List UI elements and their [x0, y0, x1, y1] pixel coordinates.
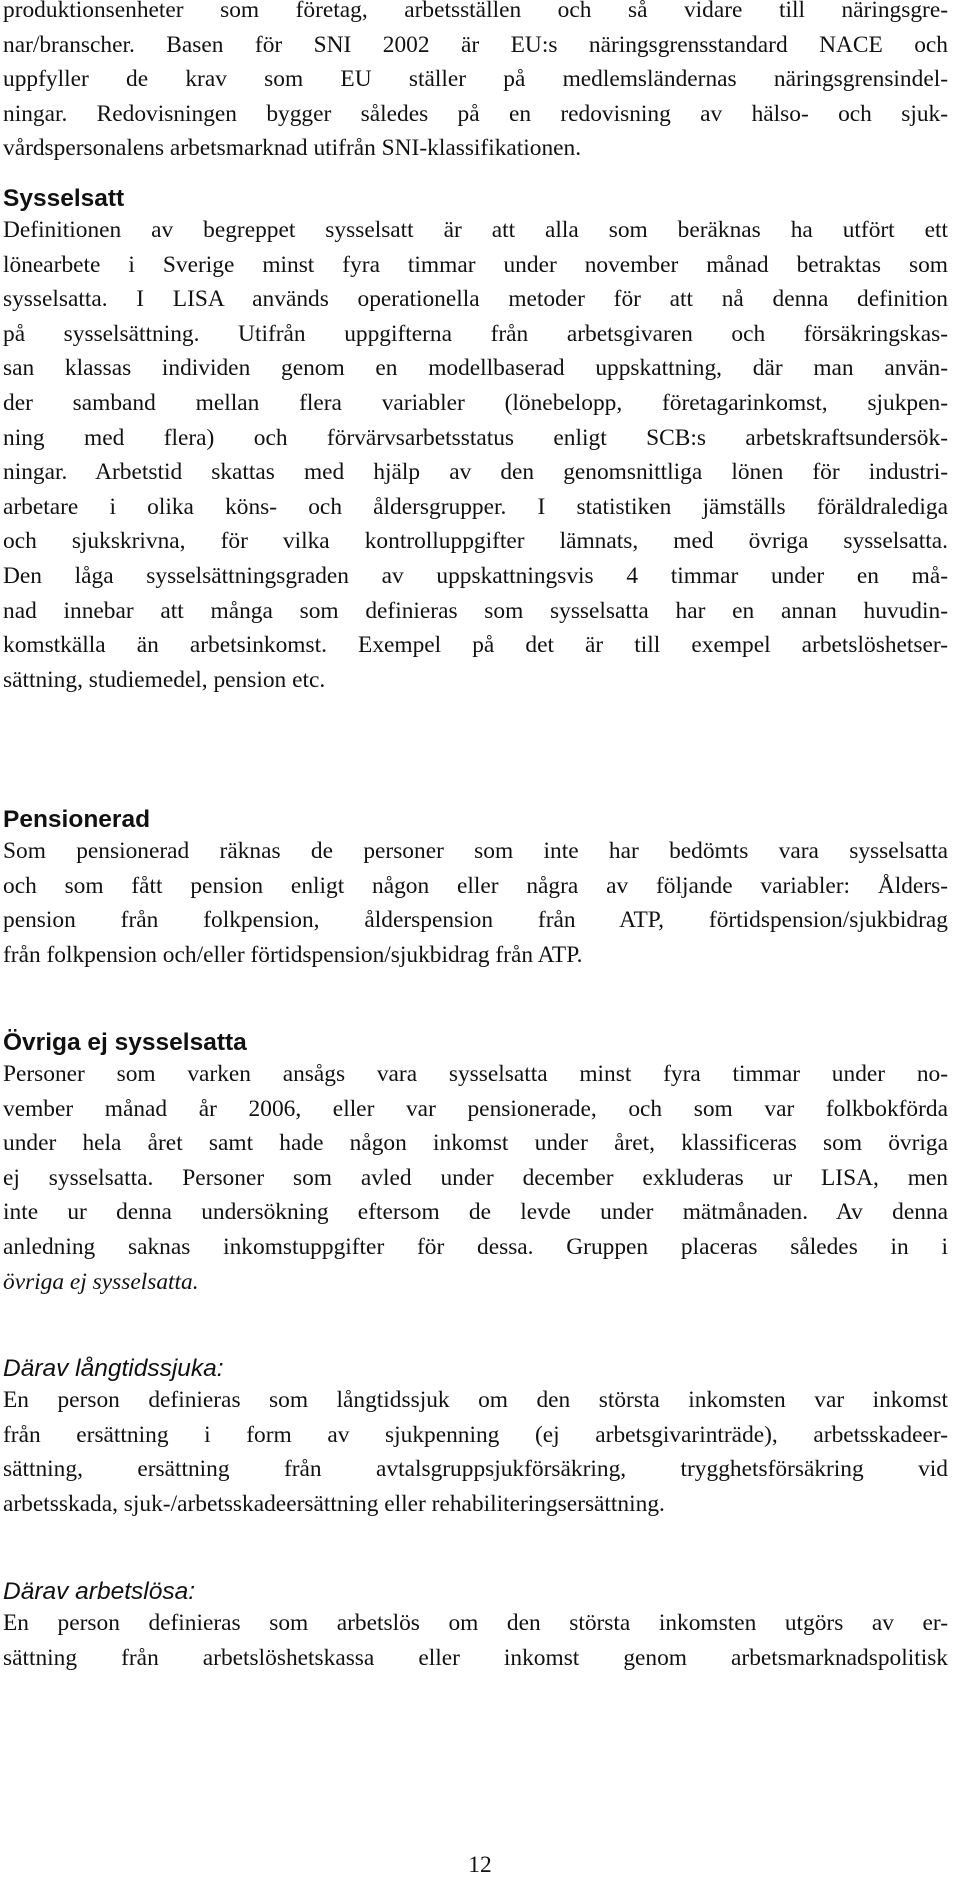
text-line: nar/branscher. Basen för SNI 2002 är EU:s näringsgrensstandard NACE och — [3, 31, 948, 58]
text-line: sättning, ersättning från avtalsgruppsjukförsäkring, trygghetsförsäkring vid — [3, 1456, 948, 1483]
text-line: nad innebar att många som definieras som sysselsatta har en annan huvudin- — [3, 597, 948, 624]
text-line: sysselsatta. I LISA används operationella metoder för att nå denna definition — [3, 286, 948, 313]
text-line: En person definieras som arbetslös om den största inkomsten utgörs av er- — [3, 1610, 948, 1636]
text-line: på sysselsättning. Utifrån uppgifterna från arbetsgivaren och försäkringskas- — [3, 320, 948, 347]
text-line: Som pensionerad räknas de personer som inte har bedömts vara sysselsatta — [3, 838, 948, 864]
text-line: En person definieras som långtidssjuk om den största inkomsten var inkomst — [3, 1387, 948, 1413]
text-line: arbetsskada, sjuk-/arbetsskadeersättning eller rehabiliteringsersättning. — [3, 1490, 665, 1517]
subsection-heading-arbetslosa: Därav arbetslösa: — [3, 1578, 196, 1605]
text-line: san klassas individen genom en modellbaserad uppskattning, där man använ- — [3, 355, 948, 382]
section-heading-sysselsatt: Sysselsatt — [3, 185, 125, 212]
langtidssjuka-paragraph — [3, 1383, 948, 1521]
text-line: komstkälla än arbetsinkomst. Exempel på det är till exempel arbetslöshetser- — [3, 632, 948, 659]
section-heading-pensionerad: Pensionerad — [3, 806, 151, 833]
section-heading-ovriga: Övriga ej sysselsatta — [3, 1029, 247, 1056]
text-line: lönearbete i Sverige minst fyra timmar under november månad betraktas som — [3, 251, 948, 278]
text-line: ningar. Arbetstid skattas med hjälp av den genomsnittliga lönen för industri- — [3, 459, 948, 486]
text-line: ej sysselsatta. Personer som avled under december exkluderas ur LISA, men — [3, 1164, 948, 1191]
ovriga-paragraph — [3, 1057, 948, 1299]
text-line: vember månad år 2006, eller var pensionerade, och som var folkbokförda — [3, 1095, 948, 1122]
text-line: anledning saknas inkomstuppgifter för dessa. Gruppen placeras således in i — [3, 1233, 948, 1260]
text-line: ning med flera) och förvärvsarbetsstatus enligt SCB:s arbetskraftsundersök- — [3, 424, 948, 451]
text-line: vårdspersonalens arbetsmarknad utifrån SNI-klassifikationen. — [3, 135, 582, 162]
pensionerad-paragraph — [3, 834, 948, 972]
intro-paragraph — [3, 0, 948, 166]
text-line-italic: övriga ej sysselsatta. — [3, 1268, 199, 1295]
text-line: der samband mellan flera variabler (lönebelopp, företagarinkomst, sjukpen- — [3, 389, 948, 416]
page-number: 12 — [468, 1852, 492, 1878]
text-line: från ersättning i form av sjukpenning (ej arbetsgivarinträde), arbetsskadeer- — [3, 1421, 948, 1448]
text-line: ningar. Redovisningen bygger således på en redovisning av hälso- och sjuk- — [3, 100, 948, 127]
text-line: sättning, studiemedel, pension etc. — [3, 666, 326, 693]
text-line: och som fått pension enligt någon eller några av följande variabler: Ålders- — [3, 872, 948, 899]
text-line: under hela året samt hade någon inkomst under året, klassificeras som övriga — [3, 1130, 948, 1157]
sysselsatt-paragraph — [3, 213, 948, 697]
text-line: och sjukskrivna, för vilka kontrolluppgifter lämnats, med övriga sysselsatta. — [3, 528, 948, 555]
arbetslosa-paragraph — [3, 1606, 948, 1675]
subsection-heading-langtidssjuka: Därav långtidssjuka: — [3, 1355, 224, 1382]
text-line: pension från folkpension, ålderspension från ATP, förtidspension/sjukbidrag — [3, 907, 948, 934]
text-line: arbetare i olika köns- och åldersgrupper. I statistiken jämställs föräldralediga — [3, 493, 948, 520]
text-line: Personer som varken ansågs vara sysselsatta minst fyra timmar under no- — [3, 1061, 948, 1087]
text-line: från folkpension och/eller förtidspension/sjukbidrag från ATP. — [3, 941, 583, 968]
text-line: uppfyller de krav som EU ställer på medlemsländernas näringsgrensindel- — [3, 66, 948, 93]
text-line: Den låga sysselsättningsgraden av uppskattningsvis 4 timmar under en må- — [3, 562, 948, 589]
text-line: Definitionen av begreppet sysselsatt är att alla som beräknas ha utfört ett — [3, 217, 948, 243]
text-line: produktionsenheter som företag, arbetsställen och så vidare till näringsgre- — [3, 0, 948, 23]
text-line: sättning från arbetslöshetskassa eller inkomst genom arbetsmarknadspolitisk — [3, 1644, 948, 1671]
text-line: inte ur denna undersökning eftersom de levde under mätmånaden. Av denna — [3, 1199, 948, 1226]
